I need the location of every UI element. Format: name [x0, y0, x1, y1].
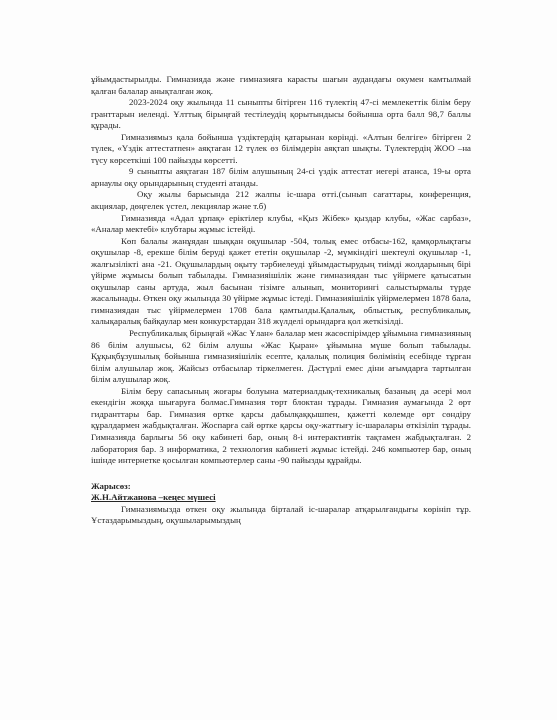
paragraph-6: Гимназияда «Адал ұрпақ» еріктілер клубы, «Қыз Жібек» қыздар клубы, «Жас сарбаз», «Аналар мектебі» клубтары жұмыс істейді. [91, 212, 471, 235]
paragraph-9: Білім беру сапасының жоғары болуына материалдық-техникалық базаның да әсері мол екендігін жоққа шығаруға болмас.Гимназия төрт блоктан тұрады. Гимназия аумағында 2 өрт гидранттары бар. Гимназия өртке қарсы дабылқаққышпен, қажетті көлемде өрт сөндіру құралдармен жабдықталған. Жоспарға сай өртке қарсы оқу-жаттығу іс-шаралары өткізіліп тұрады. Гимназияда барлығы 56 оқу кабинеті бар, оның 8-і интерактивтік тақтамен жабдықталған. 2 лаборатория бар. 3 информатика, 2 технология кабинеті жұмыс істейді. 246 компьютер бар, оның ішінде интернетке қосылған компьютерлер саны -90 пайызды құрайды. [91, 385, 471, 466]
paragraph-2: 2023-2024 оқу жылында 11 сыныпты бітірген 116 түлектің 47-сі мемлекеттік білім беру гранттарын иеленді. Ұлттық бірыңғай тестілеудің қорытындысы бойынша орта балл 98,7 баллы құрады. [91, 97, 471, 131]
paragraph-5: Оқу жылы барысында 212 жалпы іс-шара өтті.(сынып сағаттары, конференция, акциялар, дөңгелек үстел, лекциялар және т.б) [91, 189, 471, 212]
paragraph-3: Гимназиямыз қала бойынша үздіктердің қатарынан көрінді. «Алтын белгіге» бітірген 2 түлек, «Үздік аттестатпен» аяқтаған 12 түлек өз білімдерін аяқтап шықты. Түлектердің ЖОО –на түсу көрсеткіші 100 пайызды көрсетті. [91, 131, 471, 165]
paragraph-4: 9 сыныпты аяқтаған 187 білім алушының 24-сі үздік аттестат иегері атанса, 19-ы орта арнаулы оқу орындарының студенті атанды. [91, 166, 471, 188]
final-paragraph: Гимназиямызда өткен оқу жылында бірталай іс-шаралар атқарылғандығы көрініп тұр. Ұстаздарымыздың, оқушыларымыздың [91, 503, 471, 526]
paragraph-1: ұйымдастырылды. Гимназияда және гимназияға карасты шағын аудандағы окумен камтылмай қалған балалар анықталған жоқ. [91, 74, 471, 96]
section-gap [91, 467, 471, 481]
resolution-heading: Жарысөз: [91, 480, 131, 491]
speaker-name: Ж.Н.Айтжанова –кеңес мүшесі [91, 492, 216, 503]
paragraph-8: Республикалық бірыңғай «Жас Ұлан» балалар мен жасөспірімдер ұйымына гимназияның 86 білім алушысы, 62 білім алушы «Жас Қыран» ұйымына мүше болып табылады. Құқықбұзушылық бойынша гимназияішілік есепте, қалалық полиция бөлімінің есебінде тұрған білім алушылар жоқ. Жайсыз отбасылар тіркелмеген. Дәстүрлі емес діни ағымдарға тартылған білім алушылар жоқ. [91, 328, 471, 385]
paragraph-7: Көп балалы жанұядан шыққан оқушылар -504, толық емес отбасы-162, қамқорлықтағы оқушылар -8, ерекше білім беруді қажет ететін оқушылар -2, мүмкіндігі шектеулі оқушылар -1, жалғызілікті ана -21. Оқушылардың оқыту тәрбиелеуді ұйымдастырудың тиімді жолдарының бірі үйірме жұмысы болып табылады. Гимназияішілік және гимназиядан тыс үйірмеге қатысатын оқушылар саны артуда, жыл басынан тізімге алынып, мониторингі салыстырмалы түрде жасалынады. Өткен оқу жылында 30 үйірме жұмыс істеді. Гимназияішілік үйірмелермен 1878 бала, гимназиядан тыс үйірмелермен 1708 бала қамтылды.Қалалық, облыстық, республикалық, халықаралық байқаулар мен конкурстардан 318 жүлделі орындарға қол жеткізілді. [91, 235, 471, 327]
